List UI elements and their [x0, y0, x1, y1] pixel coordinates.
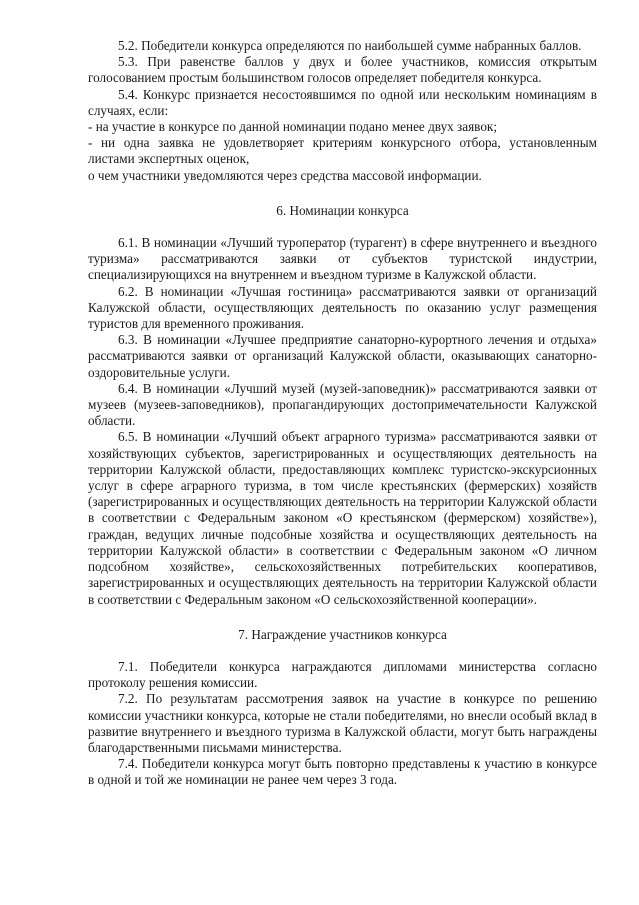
paragraph-5-3: 5.3. При равенстве баллов у двух и более участников, комиссия открытым голосованием простым большинством голосов определяет победителя конкурса. [88, 54, 597, 86]
paragraph-6-1: 6.1. В номинации «Лучший туроператор (турагент) в сфере внутреннего и въездного туризма» рассматриваются заявки от субъектов туристской индустрии, специализирующихся на внутреннем и въездном туризме в Калужской области. [88, 235, 597, 283]
spacer [88, 608, 597, 627]
paragraph-7-2: 7.2. По результатам рассмотрения заявок на участие в конкурсе по решению комиссии участники конкурса, которые не стали победителями, но внесли особый вклад в развитие внутреннего и въездного туризма в Калужской области, могут быть награждены благодарственными письмами министерства. [88, 691, 597, 755]
section-6-heading: 6. Номинации конкурса [276, 202, 409, 218]
notice-text: о чем участники уведомляются через средства массовой информации. [88, 167, 482, 183]
list-item-fewer-applications: - на участие в конкурсе по данной номинации подано менее двух заявок; [88, 119, 497, 135]
spacer [88, 643, 597, 659]
spacer [88, 184, 597, 203]
paragraph-7-4: 7.4. Победители конкурса могут быть повторно представлены к участию в конкурсе в одной и той же номинации не ранее чем через 3 года. [88, 756, 597, 788]
paragraph-5-2: 5.2. Победители конкурса определяются по наибольшей сумме набранных баллов. [118, 38, 582, 53]
paragraph-6-5: 6.5. В номинации «Лучший объект аграрного туризма» рассматриваются заявки от хозяйствующих субъектов, зарегистрированных и осуществляющих деятельность на территории Калужской области, предоставляющих комплекс туристско-экскурсионных услуг в сфере аграрного туризма, в том числе крестьянских (фермерских) хозяйств (зарегистрированных и осуществляющих деятельность на территории Калужской области в соответствии с Федеральным законом «О крестьянском (фермерском) хозяйстве»), граждан, ведущих личные подсобные хозяйства и осуществляющих деятельность на территории Калужской области» в соответствии с Федеральным законом «О личном подсобном хозяйстве», сельскохозяйственных потребительских кооперативов, зарегистрированных и осуществляющих деятельность на территории Калужской области в соответствии с Федеральным законом «О сельскохозяйственной кооперации». [88, 429, 597, 607]
paragraph-6-4: 6.4. В номинации «Лучший музей (музей-заповедник)» рассматриваются заявки от музеев (музеев-заповедников), пропагандирующих достопримечательности Калужской области. [88, 380, 597, 429]
list-item-criteria-not-met: - ни одна заявка не удовлетворяет критериям конкурсного отбора, установленным листами экспертных оценок, [88, 135, 597, 167]
spacer [88, 219, 597, 235]
paragraph-6-3: 6.3. В номинации «Лучшее предприятие санаторно-курортного лечения и отдыха» рассматриваются заявки от организаций Калужской области, оказывающих санаторно-оздоровительные услуги. [88, 332, 597, 380]
paragraph-5-4: 5.4. Конкурс признается несостоявшимся по одной или нескольким номинациям в случаях, если: [88, 86, 597, 118]
paragraph-6-2: 6.2. В номинации «Лучшая гостиница» рассматриваются заявки от организаций Калужской области, осуществляющих деятельность по оказанию услуг размещения туристов для временного проживания. [88, 283, 597, 332]
section-7-heading: 7. Награждение участников конкурса [238, 626, 447, 642]
paragraph-7-1: 7.1. Победители конкурса награждаются дипломами министерства согласно протоколу решения комиссии. [88, 658, 597, 691]
